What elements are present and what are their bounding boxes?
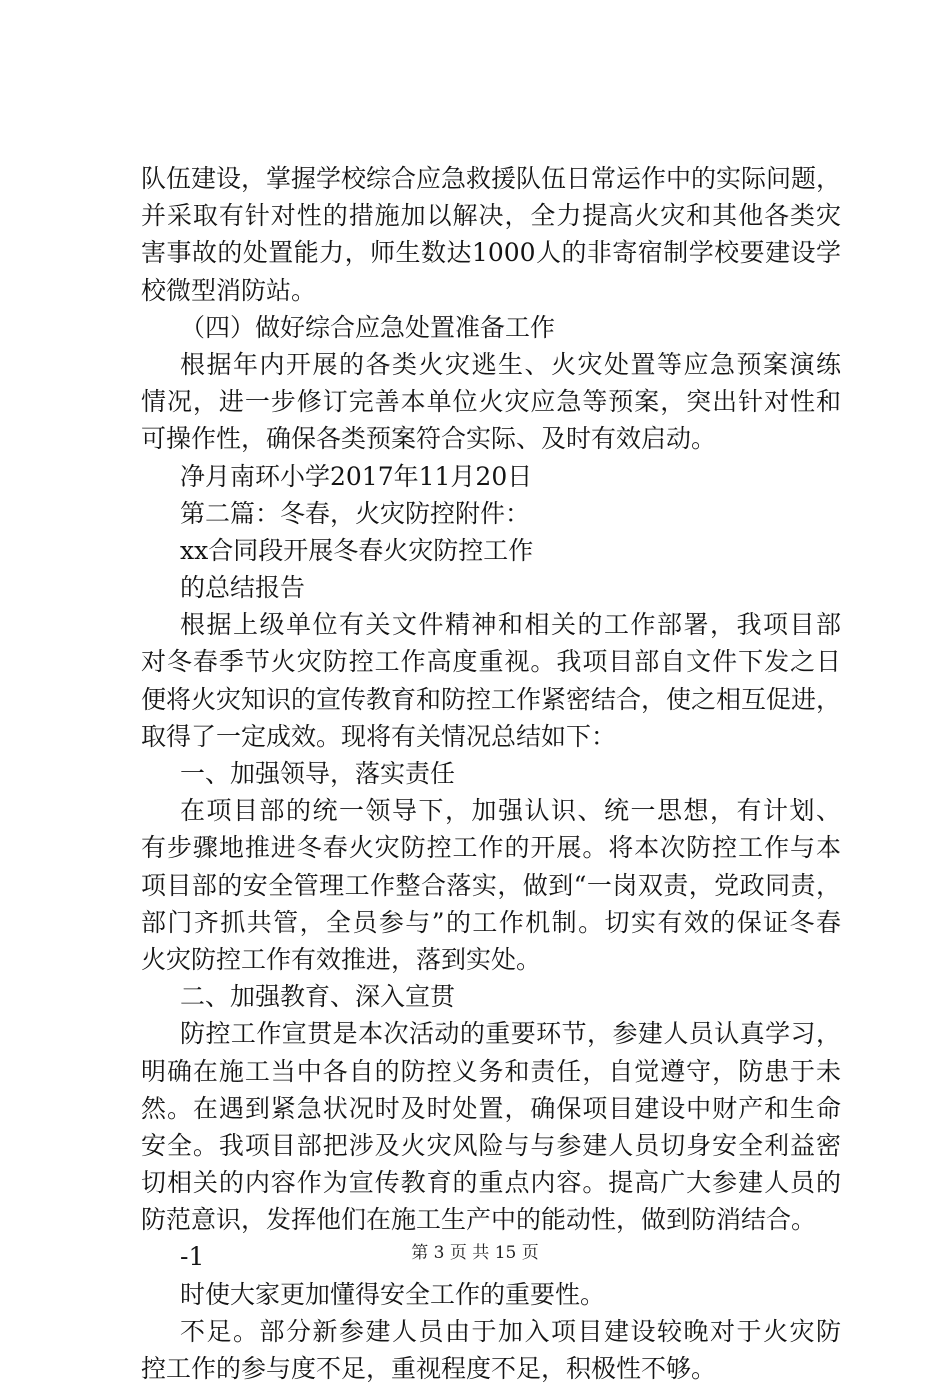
text-line: 安全。我项目部把涉及火灾风险与与参建人员切身安全利益密	[141, 1130, 841, 1160]
text-line: 控工作的参与度不足，重视程度不足，积极性不够。	[141, 1354, 717, 1383]
text-line: 在项目部的统一领导下，加强认识、统一思想，有计划、	[180, 796, 841, 826]
text-line: 防范意识，发挥他们在施工生产中的能动性，做到防消结合。	[141, 1205, 817, 1235]
text-line: 不足。部分新参建人员由于加入项目建设较晚对于火灾防	[180, 1316, 841, 1346]
report-title-line: 的总结报告	[180, 573, 306, 603]
text-line: 可操作性，确保各类预案符合实际、及时有效启动。	[141, 424, 717, 454]
text-line: 根据上级单位有关文件精神和相关的工作部署，我项目部	[180, 610, 841, 640]
text-line: 有步骤地推进冬春火灾防控工作的开展。将本次防控工作与本	[141, 833, 841, 863]
page-number-footer: 第 3 页 共 15 页	[411, 1243, 539, 1263]
document-body	[141, 160, 841, 1387]
section-heading: 一、加强领导，落实责任	[180, 759, 456, 788]
text-line: 切相关的内容作为宣传教育的重点内容。提高广大参建人员的	[141, 1168, 841, 1198]
text-line: 取得了一定成效。现将有关情况总结如下：	[141, 721, 617, 751]
text-line: 时使大家更加懂得安全工作的重要性。	[180, 1279, 606, 1309]
signature-date-line: 净月南环小学2017年11月20日	[180, 461, 533, 491]
text-line: 火灾防控工作有效推进，落到实处。	[141, 944, 542, 974]
text-line: 然。在遇到紧急状况时及时处置，确保项目建设中财产和生命	[141, 1093, 841, 1123]
section-heading: （四）做好综合应急处置准备工作	[180, 312, 556, 342]
text-line: 便将火灾知识的宣传教育和防控工作紧密结合，使之相互促进，	[141, 684, 842, 714]
text-line: 校微型消防站。	[141, 275, 317, 305]
text-line: 并采取有针对性的措施加以解决，全力提高火灾和其他各类灾	[141, 201, 841, 231]
chapter-heading: 第二篇：冬春，火灾防控附件：	[180, 498, 531, 528]
text-line: 队伍建设，掌握学校综合应急救援队伍日常运作中的实际问题，	[141, 164, 842, 193]
section-heading: 二、加强教育、深入宣贯	[180, 982, 456, 1012]
text-line: 明确在施工当中各自的防控义务和责任，自觉遵守，防患于未	[141, 1056, 841, 1086]
text-line: 项目部的安全管理工作整合落实，做到“一岗双责，党政同责，	[141, 870, 841, 900]
page-marker: -1	[180, 1242, 205, 1272]
text-line: 害事故的处置能力，师生数达1000人的非寄宿制学校要建设学	[141, 238, 841, 268]
report-title-line: xx合同段开展冬春火灾防控工作	[180, 535, 534, 565]
text-line: 根据年内开展的各类火灾逃生、火灾处置等应急预案演练	[180, 349, 841, 379]
text-line: 防控工作宣贯是本次活动的重要环节，参建人员认真学习，	[180, 1019, 841, 1049]
text-line: 对冬春季节火灾防控工作高度重视。我项目部自文件下发之日	[141, 647, 841, 677]
text-line: 情况，进一步修订完善本单位火灾应急等预案，突出针对性和	[141, 387, 841, 417]
text-line: 部门齐抓共管，全员参与”的工作机制。切实有效的保证冬春	[141, 907, 841, 937]
